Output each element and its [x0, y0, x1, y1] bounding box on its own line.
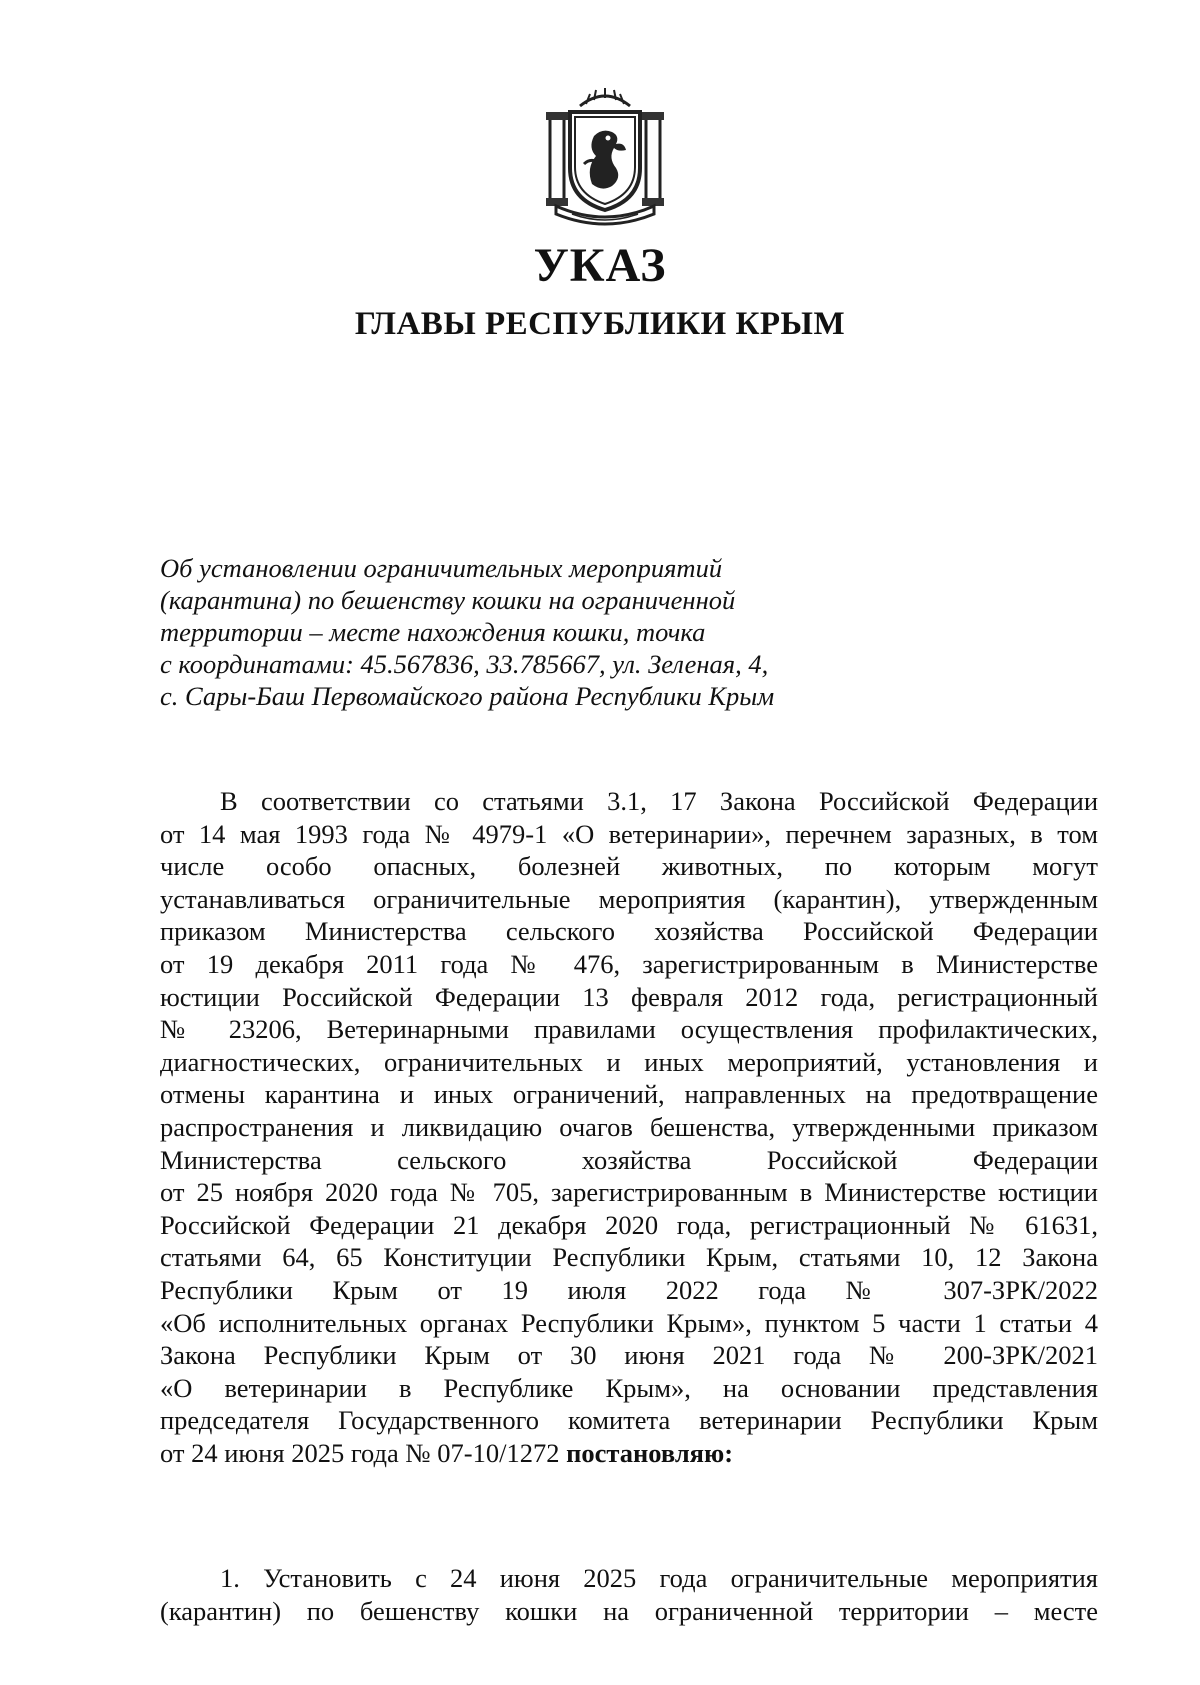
preamble-line: «О ветеринарии в Республике Крым», на основании представления — [160, 1372, 1098, 1403]
preamble-line: статьями 64, 65 Конституции Республики Крым, статьями 10, 12 Закона — [160, 1242, 1098, 1273]
preamble-line: от 19 декабря 2011 года № 476, зарегистрированным в Министерстве — [160, 948, 1098, 979]
heading-line: с координатами: 45.567836, 33.785667, ул. Зеленая, 4, — [160, 649, 769, 679]
heading-line: территории – месте нахождения кошки, точка — [160, 617, 706, 647]
item-1-line: (карантин) по бешенству кошки на ограниченной территории – месте — [160, 1595, 1098, 1626]
preamble-line: устанавливаться ограничительные мероприятия (карантин), утвержденным — [160, 883, 1098, 914]
preamble-line: Республики Крым от 19 июля 2022 года № 307-ЗРК/2022 — [160, 1274, 1098, 1305]
preamble-line: Министерства сельского хозяйства Российской Федерации — [160, 1144, 1098, 1175]
preamble-line: № 23206, Ветеринарными правилами осуществления профилактических, — [160, 1014, 1098, 1045]
decree-heading — [160, 552, 880, 712]
preamble-line: Российской Федерации 21 декабря 2020 года, регистрационный № 61631, — [160, 1209, 1098, 1240]
preamble-paragraph — [160, 785, 1098, 1469]
preamble-line: председателя Государственного комитета ветеринарии Республики Крым — [160, 1405, 1098, 1436]
crimea-coat-of-arms-icon — [542, 88, 668, 226]
preamble-line: от 14 мая 1993 года № 4979-1 «О ветеринарии», перечнем заразных, в том — [160, 818, 1098, 849]
preamble-line: от 24 июня 2025 года № 07-10/1272 — [160, 1437, 560, 1468]
item-1-paragraph — [160, 1562, 1098, 1627]
preamble-line: отмены карантина и иных ограничений, направленных на предотвращение — [160, 1079, 1098, 1110]
decree-word: постановляю: — [566, 1437, 734, 1468]
document-title: УКАЗ — [533, 239, 667, 292]
heading-line: (карантина) по бешенству кошки на ограниченной — [160, 585, 736, 615]
item-1-line: 1. Установить с 24 июня 2025 года ограничительные мероприятия — [220, 1563, 1098, 1593]
heading-line: с. Сары-Баш Первомайского района Республики Крым — [160, 681, 775, 711]
preamble-line: юстиции Российской Федерации 13 февраля 2012 года, регистрационный — [160, 981, 1098, 1012]
preamble-line: приказом Министерства сельского хозяйства Российской Федерации — [160, 916, 1098, 947]
document-subtitle: ГЛАВЫ РЕСПУБЛИКИ КРЫМ — [354, 306, 846, 342]
preamble-line: от 25 ноября 2020 года № 705, зарегистрированным в Министерстве юстиции — [160, 1177, 1098, 1208]
preamble-line: числе особо опасных, болезней животных, по которым могут — [160, 851, 1098, 882]
preamble-line: В соответствии со статьями 3.1, 17 Закона Российской Федерации — [220, 786, 1098, 816]
preamble-line: диагностических, ограничительных и иных мероприятий, установления и — [160, 1046, 1098, 1077]
heading-line: Об установлении ограничительных мероприятий — [160, 553, 723, 583]
preamble-final-line — [160, 1437, 1098, 1470]
preamble-line: «Об исполнительных органах Республики Крым», пунктом 5 части 1 статьи 4 — [160, 1307, 1098, 1338]
preamble-line: Закона Республики Крым от 30 июня 2021 года № 200-ЗРК/2021 — [160, 1340, 1098, 1371]
preamble-line: распространения и ликвидацию очагов бешенства, утвержденными приказом — [160, 1111, 1098, 1142]
